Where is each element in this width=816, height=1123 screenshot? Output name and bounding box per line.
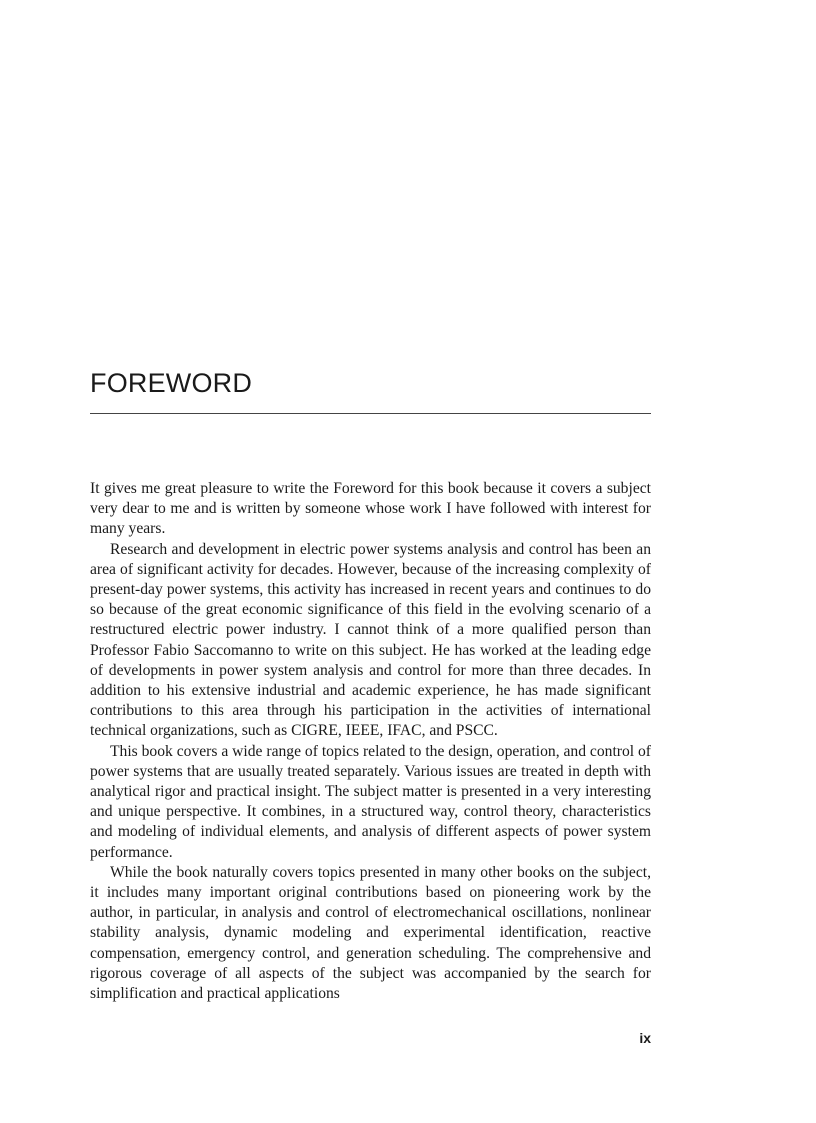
page-number: ix [639, 1030, 651, 1046]
paragraph-3: This book covers a wide range of topics related to the design, operation, and control of power systems that are usually treated separately. Various issues are treated in depth with analytical rigor and practical insight. The subject matter is presented in a very interesting and unique perspective. It combines, in a structured way, control theory, characteristics and modeling of individual elements, and analysis of different aspects of power system performance. [90, 742, 651, 861]
paragraph-2: Research and development in electric power systems analysis and control has been an area of significant activity for decades. However, because of the increasing complexity of present-day power systems, this activity has increased in recent years and continues to do so because of the great economic significance of this field in the evolving scenario of a restructured electric power industry. I cannot think of a more qualified person than Professor Fabio Saccomanno to write on this subject. He has worked at the leading edge of developments in power system analysis and control for more than three decades. In addition to his extensive industrial and academic experience, he has made significant contributions to this area through his participation in the activities of international technical organizations, such as CIGRE, IEEE, IFAC, and PSCC. [90, 540, 651, 740]
foreword-body [90, 479, 651, 1004]
paragraph-1: It gives me great pleasure to write the Foreword for this book because it covers a subject very dear to me and is written by someone whose work I have followed with interest for many years. [90, 480, 651, 538]
title-rule [90, 413, 651, 414]
chapter-title: FOREWORD [90, 368, 253, 398]
paragraph-4: While the book naturally covers topics presented in many other books on the subject, it includes many important original contributions based on pioneering work by the author, in particular, in analysis and control of electromechanical oscillations, nonlinear stability analysis, dynamic modeling and experimental identification, reactive compensation, emergency control, and generation scheduling. The comprehensive and rigorous coverage of all aspects of the subject was accompanied by the search for simplification and practical applications [90, 863, 651, 1003]
